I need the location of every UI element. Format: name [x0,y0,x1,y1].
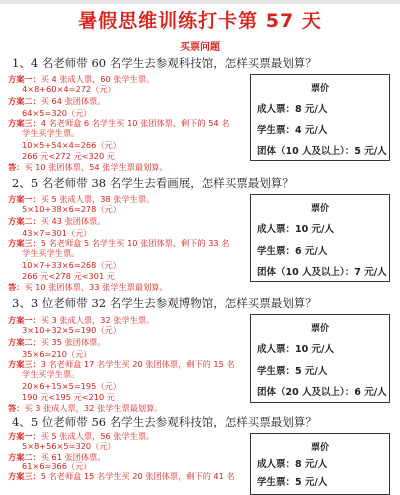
price-table-3 [250,314,390,403]
problem-1-line: 方案二：买 64 张团体票。 [8,96,106,106]
problem-2-line: 学生买学生票。 [22,248,80,258]
problem-3-question: 3、3 位老师带 32 名学生去参观博物馆，怎样买票最划算？ [12,296,317,310]
price-table-4 [250,433,390,495]
price-row: 学生票：5 元/人 [257,477,328,488]
price-row: 学生票：5 元/人 [257,366,328,377]
problem-2-line: 43×7=301（元） [22,228,92,238]
problem-1-line: 方案一：买 4 张成人票，60 张学生票。 [8,74,155,84]
page-title: 暑假思维训练打卡第 57 天 [78,10,322,32]
price-table-2 [250,194,390,282]
problem-3-line: 35×6=210（元） [22,349,92,359]
problem-1-line: 266 元<272 元<320 元 [22,151,115,161]
problem-3-line: 3×10+32×5=190（元） [22,325,121,335]
price-header: 票价 [310,443,329,453]
problem-3-line: 方案一：买 3 张成人票，32 张学生票。 [8,315,155,325]
problem-2-line: 5×10+38×6=278（元） [22,204,121,214]
price-row: 成人票：8 元/人 [257,459,328,470]
problem-4-line: 5×8+56×5=320（元） [22,441,116,451]
price-table-1 [250,74,390,161]
price-row: 团体（10 人及以上）：5 元/人 [257,146,387,157]
page-subtitle: 买票问题 [180,42,220,53]
problem-1-line: 10×5+54×4=266（元） [22,140,121,150]
price-row: 学生票：6 元/人 [257,246,328,257]
problem-4-line: 方案一：买 5 张成人票，56 张学生票。 [8,431,155,441]
price-row: 成人票：10 元/人 [257,344,334,355]
problem-2-line: 266 元<278 元<301 元 [22,271,115,281]
problem-4-line: 方案三：5 名老师盒 15 名学生买 20 张团体票，剩下的 41 名 [8,471,235,481]
problem-3-line: 方案二：买 35 张团体票。 [8,337,106,347]
problem-1-question: 1、4 名老师带 60 名学生去参观科技馆，怎样买票最划算？ [12,56,317,70]
problem-4-line: 方案二：买 61 张团体票。 [8,452,106,462]
price-header: 票价 [310,324,329,334]
problem-2-answer: 答：买 10 张团体票，33 张学生票最划算。 [8,282,168,292]
problem-1-line: 学生买学生票。 [22,128,80,138]
problem-1-answer: 答：买 10 张团体票，54 张学生票最划算。 [8,162,168,172]
problem-4-question: 4、5 位老师带 56 名学生去参观科技馆，怎样买票最划算？ [12,415,317,429]
problem-4-line: 61×6=366（元） [22,461,92,471]
price-header: 票价 [310,84,329,94]
problem-3-line: 20×6+15×5=195（元） [22,381,121,391]
problem-2-question: 2、5 名老师带 38 名学生去看画展，怎样买票最划算？ [12,176,294,190]
price-header: 票价 [310,204,329,214]
problem-3-line: 方案三：3 名老师盒 17 名学生买 20 张团体票，剩下的 15 名 [8,359,235,369]
price-row: 成人票：8 元/人 [257,104,328,115]
price-row: 团体（10 人及以上）：7 元/人 [257,267,387,278]
problem-3-line: 学生买学生票。 [22,369,80,379]
price-row: 成人票：10 元/人 [257,224,334,235]
problem-2-line: 方案三：5 名老师盒 5 名学生买 10 张团体票，剩下的 33 名 [8,238,230,248]
problem-3-line: 190 元<195 元<210 元 [22,392,115,402]
problem-3-answer: 答：买 3 张成人票，32 张学生票最划算。 [8,403,163,413]
problem-2-line: 10×7+33×6=268（元） [22,260,121,270]
problem-2-line: 方案一：买 5 张成人票，38 张学生票。 [8,194,155,204]
top-strip [0,0,400,4]
problem-1-line: 64×5=320（元） [22,108,92,118]
price-row: 学生票：4 元/人 [257,125,328,136]
price-row: 团体（20 人及以上）：6 元/人 [257,387,387,398]
problem-1-line: 方案三：4 名老师盒 6 名学生买 10 张团体票，剩下的 54 名 [8,118,230,128]
problem-2-line: 方案二：买 43 张团体票。 [8,216,106,226]
problem-1-line: 4×8+60×4=272（元） [22,84,116,94]
